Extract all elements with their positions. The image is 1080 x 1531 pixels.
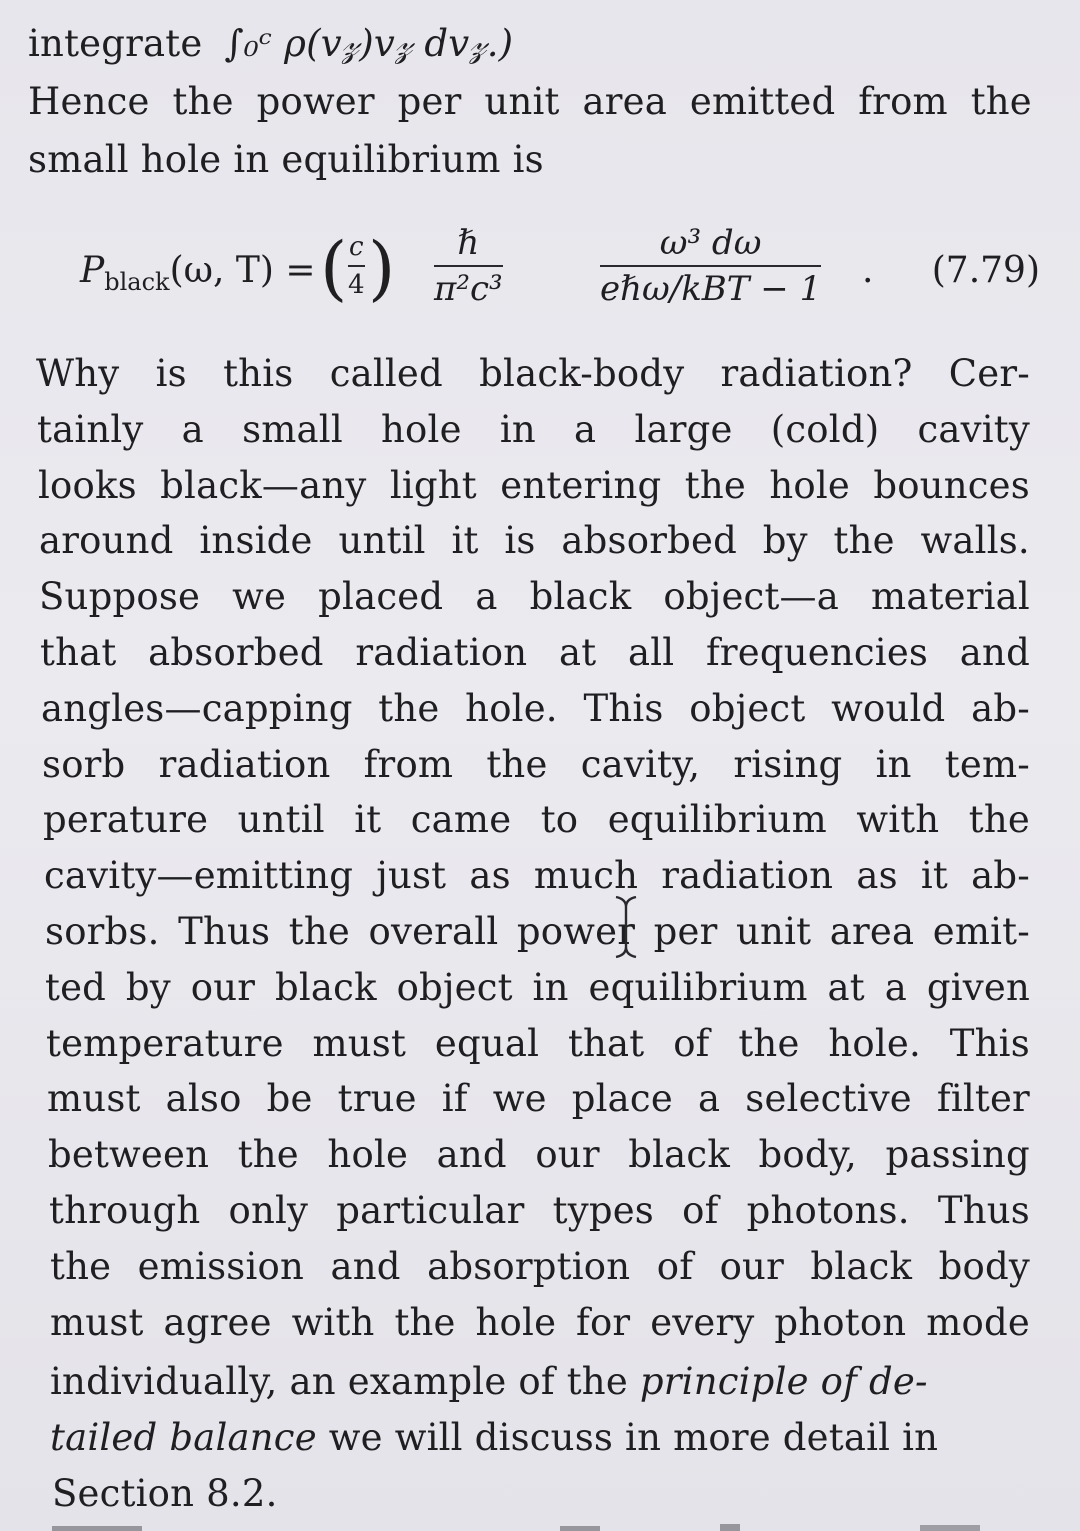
word: and	[959, 631, 1030, 674]
word: if	[441, 1077, 468, 1120]
word: the	[378, 687, 440, 730]
word: through	[49, 1189, 201, 1232]
word: bounces	[873, 464, 1030, 507]
word: absorbed	[561, 519, 737, 562]
cut-off-line-fragments	[0, 1520, 1080, 1531]
body-line-1	[36, 352, 1030, 396]
word: the	[237, 1133, 299, 1176]
word: from	[363, 743, 454, 786]
word: hole.	[465, 687, 558, 730]
body-line-10	[44, 854, 1030, 898]
word: of	[673, 1022, 710, 1065]
body-line-18	[50, 1301, 1030, 1345]
word: selective	[745, 1077, 912, 1120]
body-line-21	[52, 1472, 278, 1516]
body-line-20-emph: tailed balance	[50, 1416, 317, 1459]
word: at	[558, 631, 597, 674]
word: radiation	[355, 631, 528, 674]
word: it	[920, 854, 948, 897]
word: the	[738, 1022, 800, 1065]
word: our	[190, 966, 256, 1009]
word: we	[492, 1077, 547, 1120]
body-line-17	[50, 1245, 1030, 1289]
word: (cold)	[770, 408, 880, 451]
word: is	[504, 519, 536, 562]
word: around	[39, 519, 174, 562]
body-line-6	[40, 631, 1030, 675]
body-line-13	[46, 1022, 1030, 1066]
top-line-integral: ∫₀ᶜ ρ(v𝓏)v𝓏 dv𝓏.)	[224, 22, 514, 65]
word: a	[181, 408, 204, 451]
equation-paren-left: (	[320, 227, 348, 309]
word: radiation	[158, 743, 331, 786]
word: with	[291, 1301, 375, 1344]
word: for	[576, 1301, 631, 1344]
word: in	[532, 966, 569, 1009]
cut-off-line	[0, 1518, 1080, 1531]
paren-numerator: c	[348, 232, 364, 262]
word: is	[155, 352, 187, 395]
word: from	[858, 80, 948, 123]
word: hole	[475, 1301, 557, 1344]
word: photons.	[746, 1189, 910, 1232]
word: cavity—emitting	[44, 854, 354, 897]
body-line-15	[48, 1133, 1030, 1177]
word: small	[242, 408, 343, 451]
body-line-16	[49, 1189, 1030, 1233]
word: black	[529, 575, 632, 618]
word: the	[394, 1301, 456, 1344]
word: inside	[199, 519, 313, 562]
word: between	[48, 1133, 210, 1176]
body-line-9	[43, 798, 1030, 842]
word: ab-	[971, 854, 1030, 897]
word: equilibrium	[607, 798, 827, 841]
word: place	[571, 1077, 673, 1120]
text-cursor-icon	[614, 895, 638, 959]
equation-lhs-subscript: black	[104, 268, 170, 297]
word: as	[856, 854, 898, 897]
word: until	[338, 519, 426, 562]
word: emit-	[932, 910, 1030, 953]
word: we	[232, 575, 287, 618]
word: in	[499, 408, 536, 451]
word: it	[451, 519, 479, 562]
word: that	[40, 631, 117, 674]
equation-end-punct: .	[862, 250, 874, 291]
word: overall	[368, 910, 499, 953]
word: perature	[43, 798, 209, 841]
word: cavity	[917, 408, 1030, 451]
word: sorb	[42, 743, 126, 786]
word: Hence	[28, 80, 150, 123]
body-line-21-text: Section 8.2.	[52, 1472, 278, 1515]
word: in	[875, 743, 912, 786]
equation-lhs	[80, 250, 316, 296]
word: types	[552, 1189, 654, 1232]
word: the	[684, 464, 746, 507]
word: and	[436, 1133, 507, 1176]
body-line-20-post: we will discuss in more detail in	[316, 1416, 939, 1459]
word: per	[653, 910, 718, 953]
body-line-20	[50, 1416, 1028, 1460]
word: frequencies	[705, 631, 929, 674]
body-line-2	[37, 408, 1030, 452]
word: must	[50, 1301, 144, 1344]
word: the	[486, 743, 548, 786]
word: must	[47, 1077, 141, 1120]
equation-paren-right: )	[368, 227, 396, 309]
word: placed	[318, 575, 444, 618]
word: black	[810, 1245, 913, 1288]
word: as	[469, 854, 511, 897]
equation-paren-fraction	[348, 232, 365, 300]
word: black—any	[160, 464, 367, 507]
word: must	[312, 1022, 407, 1065]
word: unit	[736, 910, 812, 953]
word: material	[871, 575, 1030, 618]
word: be	[266, 1077, 313, 1120]
word: only	[228, 1189, 309, 1232]
intro-line-1	[28, 80, 1032, 124]
word: radiation	[661, 854, 834, 897]
word: the	[172, 80, 234, 123]
word: equilibrium	[588, 966, 808, 1009]
word: of	[682, 1189, 719, 1232]
fraction-1-bar	[434, 265, 503, 267]
body-line-7	[41, 687, 1030, 731]
word: black	[628, 1133, 730, 1176]
paren-denominator: 4	[348, 270, 365, 300]
word: this	[223, 352, 294, 395]
word: the	[288, 910, 350, 953]
word: This	[949, 1022, 1030, 1065]
body-line-19	[50, 1360, 1028, 1404]
word: area	[582, 80, 667, 123]
word: area	[829, 910, 915, 953]
word: the	[50, 1245, 112, 1288]
fraction-2-numerator: ω³ dω	[659, 223, 762, 263]
word: true	[337, 1077, 417, 1120]
word: would	[831, 687, 946, 730]
word: passing	[885, 1133, 1030, 1176]
word: Thus	[178, 910, 271, 953]
word: looks	[38, 464, 137, 507]
word: much	[533, 854, 639, 897]
word: a	[475, 575, 498, 618]
word: light	[389, 464, 477, 507]
word: power	[256, 80, 375, 123]
fraction-1-denominator: π²c³	[434, 269, 503, 309]
word: photon	[774, 1301, 907, 1344]
word: that	[567, 1022, 645, 1065]
equation-lhs-symbol: P	[80, 250, 105, 291]
intro-line-2-text: small hole in equilibrium is	[28, 138, 544, 181]
word: object—a	[663, 575, 839, 618]
body-line-12	[45, 966, 1030, 1010]
word: black	[275, 966, 377, 1009]
word: per	[397, 80, 462, 123]
fraction-1-numerator: ℏ	[457, 223, 480, 263]
word: tainly	[37, 408, 144, 451]
word: cavity,	[580, 743, 701, 786]
word: called	[329, 352, 443, 395]
word: the	[970, 80, 1032, 123]
equation-fraction-1	[434, 224, 503, 308]
word: Why	[36, 352, 120, 395]
word: also	[165, 1077, 242, 1120]
word: walls.	[920, 519, 1030, 562]
word: black-body	[479, 352, 685, 395]
word: ted	[45, 966, 107, 1009]
word: particular	[336, 1189, 525, 1232]
word: it	[354, 798, 382, 841]
word: and	[330, 1245, 401, 1288]
word: at	[827, 966, 865, 1009]
word: equal	[434, 1022, 540, 1065]
word: Thus	[937, 1189, 1030, 1232]
body-line-5	[39, 575, 1030, 619]
body-line-19-pre: individually, an example of the	[50, 1360, 640, 1403]
word: a	[697, 1077, 721, 1120]
word: came	[410, 798, 512, 841]
body-line-19-text	[50, 1360, 928, 1404]
word: to	[540, 798, 579, 841]
top-line	[28, 22, 628, 66]
word: mode	[926, 1301, 1030, 1344]
word: given	[926, 966, 1030, 1009]
word: of	[656, 1245, 694, 1288]
word: filter	[936, 1077, 1030, 1120]
word: hole	[381, 408, 462, 451]
word: our	[535, 1133, 600, 1176]
paren-bar	[348, 265, 365, 267]
word: the	[968, 798, 1030, 841]
word: Cer-	[948, 352, 1030, 395]
word: by	[762, 519, 808, 562]
word: until	[237, 798, 325, 841]
fraction-2-bar	[600, 265, 821, 267]
word: a	[884, 966, 907, 1009]
word: temperature	[46, 1022, 284, 1065]
intro-line-2	[28, 138, 544, 182]
word: emitted	[689, 80, 836, 123]
word: absorption	[427, 1245, 631, 1288]
word: radiation?	[720, 352, 913, 395]
word: all	[627, 631, 675, 674]
word: object	[396, 966, 513, 1009]
word: power	[516, 910, 636, 953]
word: agree	[163, 1301, 272, 1344]
word: emission	[137, 1245, 304, 1288]
word: body	[938, 1245, 1030, 1288]
word: sorbs.	[45, 910, 160, 953]
word: hole.	[828, 1022, 921, 1065]
body-line-8	[42, 743, 1030, 787]
word: every	[650, 1301, 755, 1344]
word: Suppose	[39, 575, 201, 618]
fraction-2-denominator: eℏω/kBT − 1	[600, 269, 822, 309]
word: hole	[769, 464, 850, 507]
word: entering	[500, 464, 662, 507]
word: with	[856, 798, 940, 841]
word: absorbed	[148, 631, 324, 674]
body-line-3	[38, 464, 1030, 508]
word: This	[583, 687, 664, 730]
body-line-11	[45, 910, 1030, 954]
word: ab-	[971, 687, 1030, 730]
word: just	[376, 854, 447, 897]
word: rising	[733, 743, 843, 786]
body-line-4	[39, 519, 1030, 563]
body-line-14	[47, 1077, 1030, 1121]
equation-fraction-2	[600, 224, 821, 308]
word: the	[833, 519, 895, 562]
word: object	[689, 687, 806, 730]
word: our	[719, 1245, 784, 1288]
word: tem-	[944, 743, 1030, 786]
top-line-lead: integrate	[28, 22, 203, 65]
body-line-19-emph: principle of de-	[639, 1360, 928, 1403]
equation-lhs-args: (ω, T) =	[169, 250, 316, 291]
word: unit	[484, 80, 560, 123]
word: a	[574, 408, 597, 451]
word: angles—capping	[41, 687, 353, 730]
word: body,	[758, 1133, 857, 1176]
word: large	[634, 408, 733, 451]
word: hole	[327, 1133, 409, 1176]
equation-7-79	[80, 222, 1040, 322]
equation-number: (7.79)	[931, 250, 1040, 291]
word: by	[125, 966, 171, 1009]
